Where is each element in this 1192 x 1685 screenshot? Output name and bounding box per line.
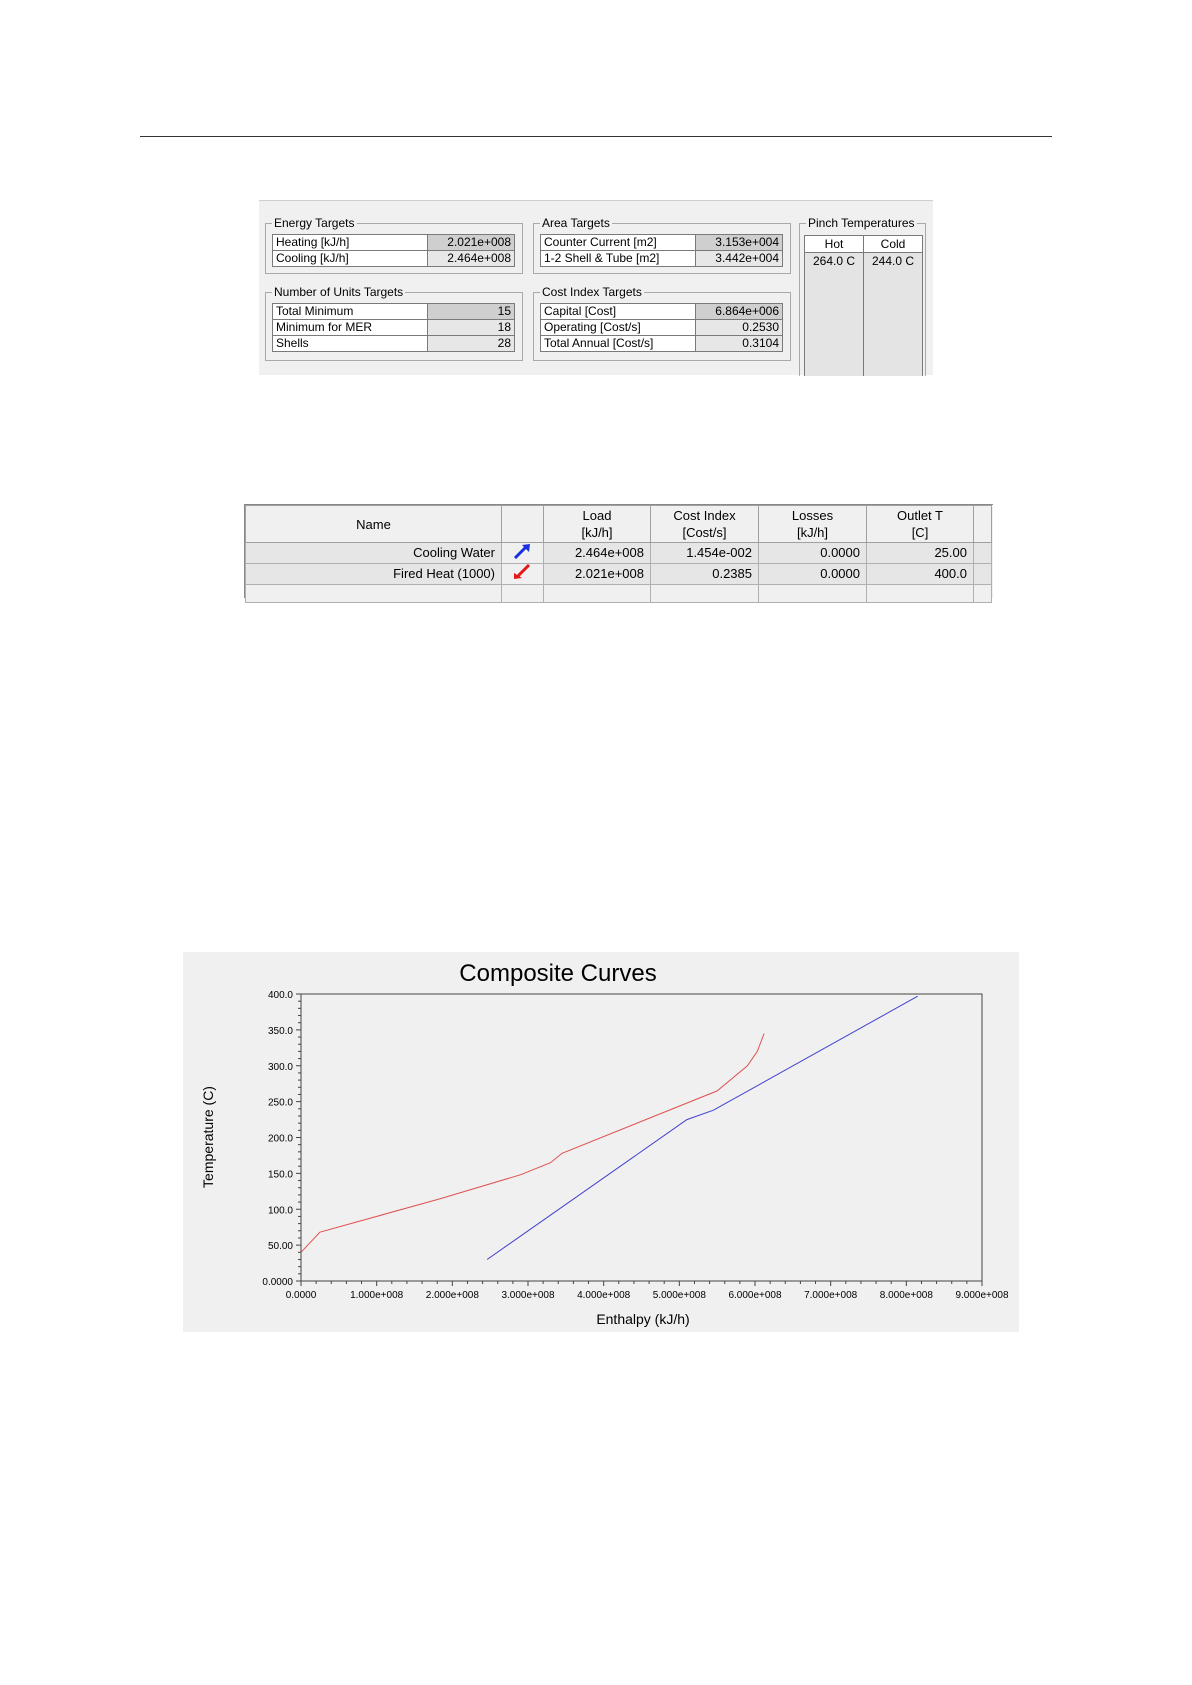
total-annual-value[interactable]: 0.3104: [696, 336, 783, 352]
utility-extra-cell: [974, 543, 992, 564]
utility-name[interactable]: Fired Heat (1000): [246, 564, 502, 585]
col-cost-unit: [Cost/s]: [682, 525, 727, 540]
y-axis-label: Temperature (C): [200, 1086, 216, 1188]
energy-targets-group: [265, 216, 523, 274]
energy-targets-title: Energy Targets: [274, 216, 355, 230]
utility-load[interactable]: 2.464e+008: [544, 543, 651, 564]
x-tick-label: 7.000e+008: [804, 1290, 858, 1301]
table-row-empty[interactable]: [246, 585, 992, 603]
utility-losses[interactable]: 0.0000: [759, 543, 867, 564]
cold-utility-arrow-icon: [502, 543, 544, 564]
x-axis-label: Enthalpy (kJ/h): [596, 1311, 690, 1327]
empty-cell: [502, 585, 544, 603]
cost-targets-grid: [540, 303, 783, 352]
utility-cost[interactable]: 1.454e-002: [651, 543, 759, 564]
x-tick-label: 4.000e+008: [577, 1290, 631, 1301]
utility-outlet[interactable]: 25.00: [867, 543, 974, 564]
y-tick-label: 400.0: [267, 990, 293, 1001]
utility-name[interactable]: Cooling Water: [246, 543, 502, 564]
y-tick-label: 100.0: [267, 1205, 293, 1217]
col-losses-header[interactable]: [759, 506, 867, 543]
y-tick-label: 0.0000: [262, 1277, 293, 1288]
minimum-mer-value[interactable]: 18: [428, 320, 515, 336]
y-axis: [262, 990, 301, 1288]
col-name-header[interactable]: [246, 506, 502, 543]
col-outlet-header[interactable]: [867, 506, 974, 543]
area-targets-title: Area Targets: [542, 216, 610, 230]
x-tick-label: 1.000e+008: [350, 1290, 404, 1301]
y-tick-label: 300.0: [267, 1061, 293, 1073]
x-tick-label: 6.000e+008: [728, 1290, 782, 1301]
chart-title: Composite Curves: [459, 960, 657, 987]
pinch-hot-column: [805, 235, 864, 376]
empty-cell[interactable]: [651, 585, 759, 603]
shells-value[interactable]: 28: [428, 336, 515, 352]
shell-tube-value[interactable]: 3.442e+004: [696, 251, 783, 267]
x-tick-label: 8.000e+008: [879, 1290, 933, 1301]
heating-value[interactable]: 2.021e+008: [428, 235, 515, 251]
targets-panel: [259, 200, 933, 375]
pinch-hot-header: Hot: [805, 235, 863, 253]
pinch-temperatures-group: [799, 216, 926, 376]
utilities-table: [244, 504, 993, 598]
page-header-rule: [140, 136, 1052, 137]
cooling-value[interactable]: 2.464e+008: [428, 251, 515, 267]
y-tick-label: 350.0: [267, 1025, 293, 1037]
pinch-grid: [804, 235, 923, 376]
table-row[interactable]: [246, 543, 992, 564]
col-outlet-unit: [C]: [911, 525, 929, 540]
energy-row-cooling: [273, 251, 515, 267]
shell-tube-label: 1-2 Shell & Tube [m2]: [541, 251, 696, 267]
heating-label: Heating [kJ/h]: [273, 235, 428, 251]
utility-extra-cell: [974, 564, 992, 585]
capital-value[interactable]: 6.864e+006: [696, 304, 783, 320]
cost-targets-title: Cost Index Targets: [542, 285, 642, 299]
composite-curves-chart: [183, 952, 1019, 1332]
empty-cell[interactable]: [867, 585, 974, 603]
units-targets-group: [265, 285, 523, 361]
y-tick-label: 200.0: [267, 1133, 293, 1145]
col-extra-header: [974, 506, 992, 543]
utility-outlet[interactable]: 400.0: [867, 564, 974, 585]
area-targets-group: [533, 216, 791, 274]
total-annual-label: Total Annual [Cost/s]: [541, 336, 696, 352]
col-cost-header[interactable]: [651, 506, 759, 543]
counter-current-value[interactable]: 3.153e+004: [696, 235, 783, 251]
area-row-counter-current: [541, 235, 783, 251]
x-axis: [286, 1281, 1009, 1301]
table-row[interactable]: [246, 564, 992, 585]
shells-label: Shells: [273, 336, 428, 352]
empty-cell[interactable]: [759, 585, 867, 603]
x-tick-label: 5.000e+008: [652, 1290, 706, 1301]
energy-targets-grid: [272, 234, 515, 267]
col-name-label: Name: [356, 516, 391, 532]
minimum-mer-label: Minimum for MER: [273, 320, 428, 336]
empty-cell: [974, 585, 992, 603]
pinch-hot-value[interactable]: 264.0 C: [812, 254, 856, 268]
total-minimum-value[interactable]: 15: [428, 304, 515, 320]
col-load-header[interactable]: [544, 506, 651, 543]
total-minimum-label: Total Minimum: [273, 304, 428, 320]
col-cost-label: Cost Index: [673, 508, 736, 523]
cost-targets-group: [533, 285, 791, 361]
utility-cost[interactable]: 0.2385: [651, 564, 759, 585]
pinch-cold-value[interactable]: 244.0 C: [871, 254, 915, 268]
hot-utility-arrow-icon: [502, 564, 544, 585]
area-targets-grid: [540, 234, 783, 267]
cooling-label: Cooling [kJ/h]: [273, 251, 428, 267]
y-tick-label: 250.0: [267, 1097, 293, 1109]
pinch-cold-header: Cold: [864, 235, 922, 253]
units-row-shells: [273, 336, 515, 352]
pinch-cold-column: [864, 235, 923, 376]
operating-label: Operating [Cost/s]: [541, 320, 696, 336]
area-row-shell-tube: [541, 251, 783, 267]
utilities-header-row: [246, 506, 992, 543]
counter-current-label: Counter Current [m2]: [541, 235, 696, 251]
cost-row-operating: [541, 320, 783, 336]
x-tick-label: 9.000e+008: [955, 1290, 1009, 1301]
col-losses-label: Losses: [791, 508, 834, 523]
col-load-label: Load: [582, 508, 612, 523]
x-tick-label: 0.0000: [285, 1290, 317, 1301]
utility-losses[interactable]: 0.0000: [759, 564, 867, 585]
x-tick-label: 2.000e+008: [425, 1290, 479, 1301]
y-tick-label: 50.00: [267, 1241, 293, 1253]
empty-cell[interactable]: [544, 585, 651, 603]
pinch-temperatures-title: Pinch Temperatures: [808, 216, 915, 230]
units-targets-grid: [272, 303, 515, 352]
cost-row-capital: [541, 304, 783, 320]
capital-label: Capital [Cost]: [541, 304, 696, 320]
units-row-minimum-mer: [273, 320, 515, 336]
y-tick-label: 150.0: [267, 1169, 293, 1181]
col-icon-header: [502, 506, 544, 543]
col-load-unit: [kJ/h]: [581, 525, 613, 540]
utility-load[interactable]: 2.021e+008: [544, 564, 651, 585]
col-losses-unit: [kJ/h]: [796, 525, 829, 540]
units-targets-title: Number of Units Targets: [274, 285, 404, 299]
plot-area: [301, 994, 982, 1281]
operating-value[interactable]: 0.2530: [696, 320, 783, 336]
utilities-grid: [245, 505, 992, 603]
energy-row-heating: [273, 235, 515, 251]
col-outlet-label: Outlet T: [896, 508, 943, 523]
cost-row-total-annual: [541, 336, 783, 352]
chart-svg: [183, 952, 1019, 1332]
x-tick-label: 3.000e+008: [501, 1290, 555, 1301]
units-row-total-minimum: [273, 304, 515, 320]
empty-cell[interactable]: [246, 585, 502, 603]
